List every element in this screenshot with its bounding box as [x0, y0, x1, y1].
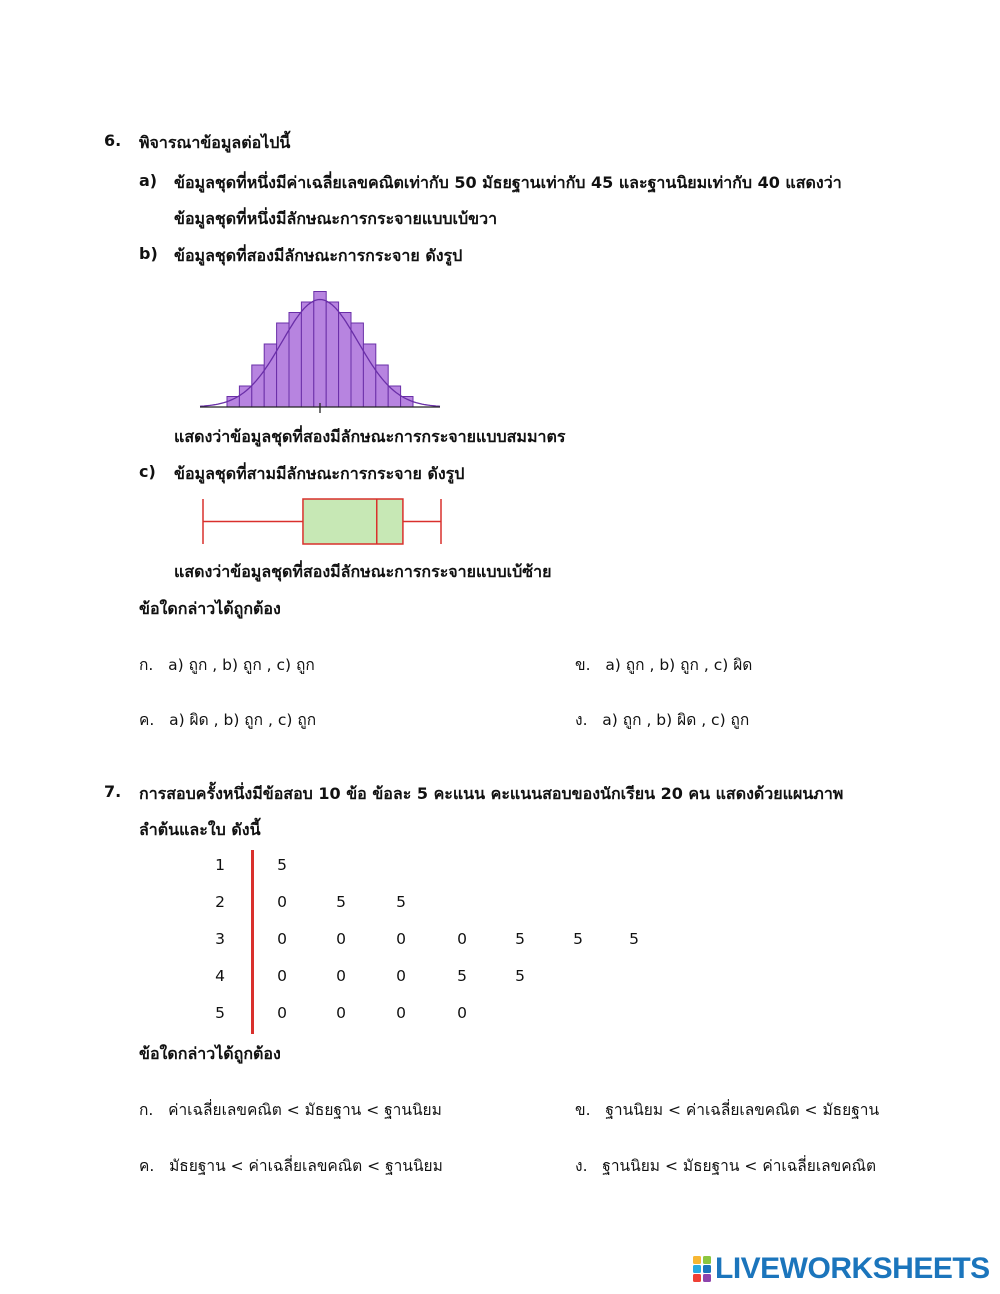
leaf-value: 5 [629, 930, 639, 948]
leaf-value: 5 [457, 967, 467, 985]
leaf-value: 0 [336, 1004, 346, 1022]
choice-key: ก. [139, 1101, 154, 1119]
q6-choice-2[interactable] [575, 652, 752, 677]
leaf-value: 0 [457, 1004, 467, 1022]
leaf-value: 5 [277, 856, 287, 874]
histogram-bar [252, 365, 264, 407]
q6-question: ข้อใดกล่าวได้ถูกต้อง [139, 599, 281, 618]
stem-value: 1 [215, 856, 225, 874]
choice-key: ค. [139, 1157, 155, 1175]
q6-b-conclusion: แสดงว่าข้อมูลชุดที่สองมีลักษณะการกระจายแบบสมมาตร [174, 427, 566, 446]
q6-number: 6. [104, 131, 122, 150]
histogram-bar [277, 323, 289, 407]
q6-b-text: ข้อมูลชุดที่สองมีลักษณะการกระจาย ดังรูป [174, 246, 463, 265]
choice-text: ฐานนิยม < มัธยฐาน < ค่าเฉลี่ยเลขคณิต [602, 1157, 877, 1175]
leaf-value: 0 [277, 1004, 287, 1022]
liveworksheets-icon [692, 1255, 712, 1283]
histogram-bar [239, 386, 251, 407]
choice-key: ง. [575, 711, 588, 729]
stem-and-leaf-plot [200, 848, 660, 1036]
choice-key: ง. [575, 1157, 588, 1175]
choice-text: a) ถูก , b) ผิด , c) ถูก [602, 711, 750, 729]
histogram-figure [196, 278, 446, 418]
q6-b-marker: b) [139, 244, 158, 263]
leaf-value: 0 [457, 930, 467, 948]
q7-choice-1[interactable] [139, 1097, 442, 1122]
leaf-value: 0 [336, 967, 346, 985]
leaf-value: 5 [573, 930, 583, 948]
choice-key: ก. [139, 656, 154, 674]
stem-value: 3 [215, 930, 225, 948]
histogram-bar [227, 397, 239, 408]
q7-choice-3[interactable] [139, 1153, 443, 1178]
liveworksheets-logo [692, 1252, 990, 1286]
boxplot-figure [196, 494, 446, 550]
stem-value: 4 [215, 967, 225, 985]
choice-key: ข. [575, 656, 591, 674]
histogram-bar [351, 323, 363, 407]
leaf-value: 0 [396, 930, 406, 948]
q6-prompt: พิจารณาข้อมูลต่อไปนี้ [139, 133, 291, 152]
leaf-value: 0 [336, 930, 346, 948]
histogram-bar [326, 302, 338, 407]
stem-value: 2 [215, 893, 225, 911]
leaf-value: 5 [515, 967, 525, 985]
q6-choice-3[interactable] [139, 707, 316, 732]
leaf-value: 0 [396, 967, 406, 985]
choice-key: ค. [139, 711, 155, 729]
q6-c-conclusion: แสดงว่าข้อมูลชุดที่สองมีลักษณะการกระจายแบบเบ้ซ้าย [174, 562, 552, 581]
choice-text: a) ผิด , b) ถูก , c) ถูก [169, 711, 317, 729]
leaf-value: 5 [396, 893, 406, 911]
histogram-bar [388, 386, 400, 407]
leaf-value: 5 [336, 893, 346, 911]
q7-number: 7. [104, 782, 122, 801]
histogram-bar [301, 302, 313, 407]
q7-choice-4[interactable] [575, 1153, 876, 1178]
choice-text: มัธยฐาน < ค่าเฉลี่ยเลขคณิต < ฐานนิยม [169, 1157, 443, 1175]
choice-key: ข. [575, 1101, 591, 1119]
leaf-value: 0 [277, 893, 287, 911]
q6-choice-4[interactable] [575, 707, 749, 732]
q6-a-line2: ข้อมูลชุดที่หนึ่งมีลักษณะการกระจายแบบเบ้ขวา [174, 209, 498, 228]
q6-a-line1: ข้อมูลชุดที่หนึ่งมีค่าเฉลี่ยเลขคณิตเท่ากับ 50 มัธยฐานเท่ากับ 45 และฐานนิยมเท่ากับ 40 แสดงว่า [174, 173, 842, 192]
choice-text: a) ถูก , b) ถูก , c) ถูก [168, 656, 315, 674]
histogram-bar [401, 397, 413, 408]
stem-divider [251, 850, 254, 1034]
q6-choice-1[interactable] [139, 652, 315, 677]
choice-text: ค่าเฉลี่ยเลขคณิต < มัธยฐาน < ฐานนิยม [168, 1101, 442, 1119]
leaf-value: 5 [515, 930, 525, 948]
liveworksheets-wordmark: LIVEWORKSHEETS [715, 1252, 990, 1285]
histogram-bar [314, 292, 326, 408]
q7-line1: การสอบครั้งหนึ่งมีข้อสอบ 10 ข้อ ข้อละ 5 คะแนน คะแนนสอบของนักเรียน 20 คน แสดงด้วยแผนภาพ [139, 784, 844, 803]
q6-c-text: ข้อมูลชุดที่สามมีลักษณะการกระจาย ดังรูป [174, 464, 465, 483]
choice-text: a) ถูก , b) ถูก , c) ผิด [605, 656, 753, 674]
leaf-value: 0 [277, 930, 287, 948]
q7-line2: ลำต้นและใบ ดังนี้ [139, 820, 261, 839]
q6-a-marker: a) [139, 171, 158, 190]
choice-text: ฐานนิยม < ค่าเฉลี่ยเลขคณิต < มัธยฐาน [605, 1101, 880, 1119]
leaf-value: 0 [277, 967, 287, 985]
q7-choice-2[interactable] [575, 1097, 879, 1122]
stem-value: 5 [215, 1004, 225, 1022]
histogram-bar [376, 365, 388, 407]
q6-c-marker: c) [139, 462, 156, 481]
leaf-value: 0 [396, 1004, 406, 1022]
q7-question: ข้อใดกล่าวได้ถูกต้อง [139, 1044, 281, 1063]
boxplot-box [303, 499, 403, 544]
